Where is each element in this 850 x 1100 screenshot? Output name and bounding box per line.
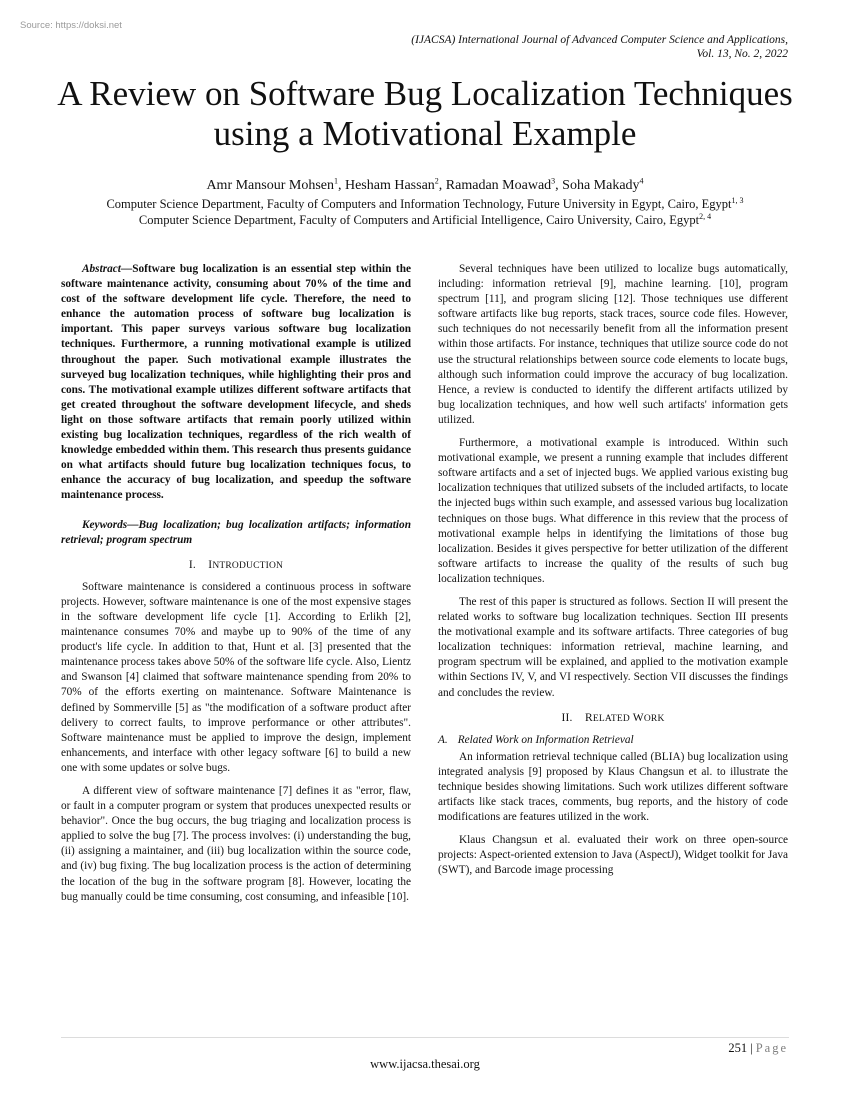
section-title-initial: I [208,558,213,571]
author-name: Hesham Hassan [344,178,435,193]
right-column [438,262,788,887]
subsection-letter: A. [438,733,448,746]
page-number [728,1041,788,1056]
author-name: Amr Mansour Mohsen [206,178,334,193]
affiliation-text: Computer Science Department, Faculty of Computers and Information Technology, Future University in Egypt, Cairo, Egypt [106,197,732,211]
keywords: Keywords—Bug localization; bug localization artifacts; information retrieval; program spectrum [61,518,411,546]
affiliation [40,196,810,212]
page-number-value: 251 [728,1041,748,1055]
body-paragraph: Klaus Changsun et al. evaluated their work on three open-source projects: Aspect-oriented extension to Java (AspectJ), Widget toolkit for Java (SWT), and Barcode image processing [438,834,788,877]
affiliation-mark: 1, 3 [731,195,744,205]
abstract [61,262,411,504]
author-affiliation-mark: 3 [551,176,556,186]
section-heading-related-work [438,711,788,727]
title-line-2: using a Motivational Example [213,114,637,153]
body-paragraph: The rest of this paper is structured as follows. Section II will present the related works to software bug localization techniques. Section III presents the motivational example and its software artifacts. Three categories of bug localization techniques: information retrieval, machine learning, and program spectrum will be explained, and applied to the motivation example within Sections IV, V, and VI respectively. Section VII discusses the findings and concludes the review. [438,595,788,699]
section-title-rest: NTRODUCTION [212,560,284,571]
author-affiliation-mark: 4 [639,176,644,186]
section-title-rest: ELATED [592,713,630,724]
body-paragraph: An information retrieval technique called (BLIA) bug localization using integrated analysis [9] proposed by Klaus Changsun et al. to illustrate the technique besides showing limitations. Such work utilizes different software artifacts like stack traces, comments, bug reports, and the history of code modifications are features utilized in the work. [438,750,788,824]
journal-volume: Vol. 13, No. 2, 2022 [696,48,788,60]
author-name: Soha Makady [562,178,640,193]
affiliation-mark: 2, 4 [699,211,712,221]
journal-website: www.ijacsa.thesai.org [370,1057,480,1071]
author-affiliation-mark: 1 [333,176,338,186]
affiliation [40,212,810,228]
section-title-initial: W [632,711,644,724]
journal-header [268,33,788,61]
body-paragraph: Software maintenance is considered a continuous process in software projects. However, software maintenance is one of the most expensive stages in the software development life cycle [1]. According to Erlikh [2], maintenance consumes 70% and maybe up to 90% of the time of any product's life cycle. In addition to that, Hunt et al. [3] presented that the maintenance process takes above 50% of the software life cycle. Also, Lientz and Swanson [4] claimed that software maintenance spending from 20% to 70% of the efforts exerting on maintenance. Software Maintenance is defined by Sommerville [5] as "the modification of a software product after delivery to correct faults, to improve performance or other attributes". Software maintenance must be applied to improve the design, implement enhancements, and interface with other legacy software [6] to build a new one with some updates or solve bugs. [61,580,411,774]
source-watermark: Source: https://doksi.net [20,20,122,31]
author-affiliation-mark: 2 [434,176,439,186]
page-separator: | [750,1041,753,1055]
body-paragraph: A different view of software maintenance [7] defines it as "error, flaw, or fault in a computer program or system that produces unexpected results or behavior". Once the bug occurs, the bug triaging and localization process is applied to solve the bug [7]. The process involves: (i) understanding the bug, (ii) assigning a maintainer, and (iii) bug localization within the source code, and (iv) bug fixing. The bug localization process is the action of determining the location of the bug in the software program [8]. However, locating the bug manually could be time consuming, cost consuming, and infeasible [10]. [61,785,411,903]
author-list: Amr Mansour Mohsen$^1$, Hesham Hassan$^2$, Ramadan Moawad$^3$, Soha Makady$^4$ [206,176,644,193]
subsection-heading [438,733,788,748]
section-title-initial: R [584,711,593,724]
section-number: I. [188,558,196,571]
journal-name: (IJACSA) International Journal of Advanced Computer Science and Applications, [411,34,788,46]
page-label: Page [755,1041,788,1055]
section-title-rest: ORK [643,713,665,724]
footer-divider [61,1037,789,1038]
affiliation-text: Computer Science Department, Faculty of Computers and Artificial Intelligence, Cairo University, Cairo, Egypt [138,213,700,227]
section-number: II. [561,711,573,724]
author-name: Ramadan Moawad [445,178,552,193]
abstract-text: Software bug localization is an essential step within the software maintenance activity, consuming about 70% of the time and cost of the software development life cycle. Therefore, the need to enhance the automation process of software bug localization is important. This paper surveys various software bug localization techniques. Furthermore, a running motivational example is utilized throughout the paper. Such motivational example illustrates the surveyed bug localization techniques, while highlighting their pros and cons. The motivational example utilizes different software artifacts that get created throughout the software development lifecycle, and sheds light on those software artifacts that remain poorly utilized within existing bug localization techniques, regardless of the rich wealth of knowledge embedded within them. This research thus presents guidance on what artifacts should future bug localization techniques focus, to enhance the accuracy of bug localization, and speedup the software maintenance process. [61,263,411,502]
title-line-1: A Review on Software Bug Localization Techniques [57,74,793,113]
body-paragraph: Furthermore, a motivational example is introduced. Within such motivational example, we present a running example that includes different software artifacts and a set of injected bugs. We applied various existing bug localization techniques that utilized subsets of the included artifacts, to locate the injected bugs within such example, and assessed various bug localization techniques on those bugs. What difference in this review that the process of motivational example helps in identifying the limitations of those bug localization. Besides it gives perspective for better utilization of the different software artifacts to increase the quality of the results of such bug localization techniques. [438,437,788,585]
paper-title [40,74,810,154]
abstract-label: Abstract— [82,263,133,275]
section-heading-introduction [61,558,411,574]
body-paragraph: Several techniques have been utilized to localize bugs automatically, including: information retrieval [9], machine learning. [10], program spectrum [11], and program slicing [12]. Those techniques use different software artifacts like bug reports, stack traces, source code files. However, such techniques do not necessarily benefit from all the information present within those artifacts. For instance, techniques that utilize source code do not use the structural relationships between source code elements to locate bugs, although such information could improve the accuracy of bug localization. Hence, a review is conducted to identify the different artifacts utilized by bug localization techniques, and how well such artifacts' information gets utilized. [438,263,788,426]
subsection-title: Related Work on Information Retrieval [457,733,634,746]
left-column [61,262,411,913]
